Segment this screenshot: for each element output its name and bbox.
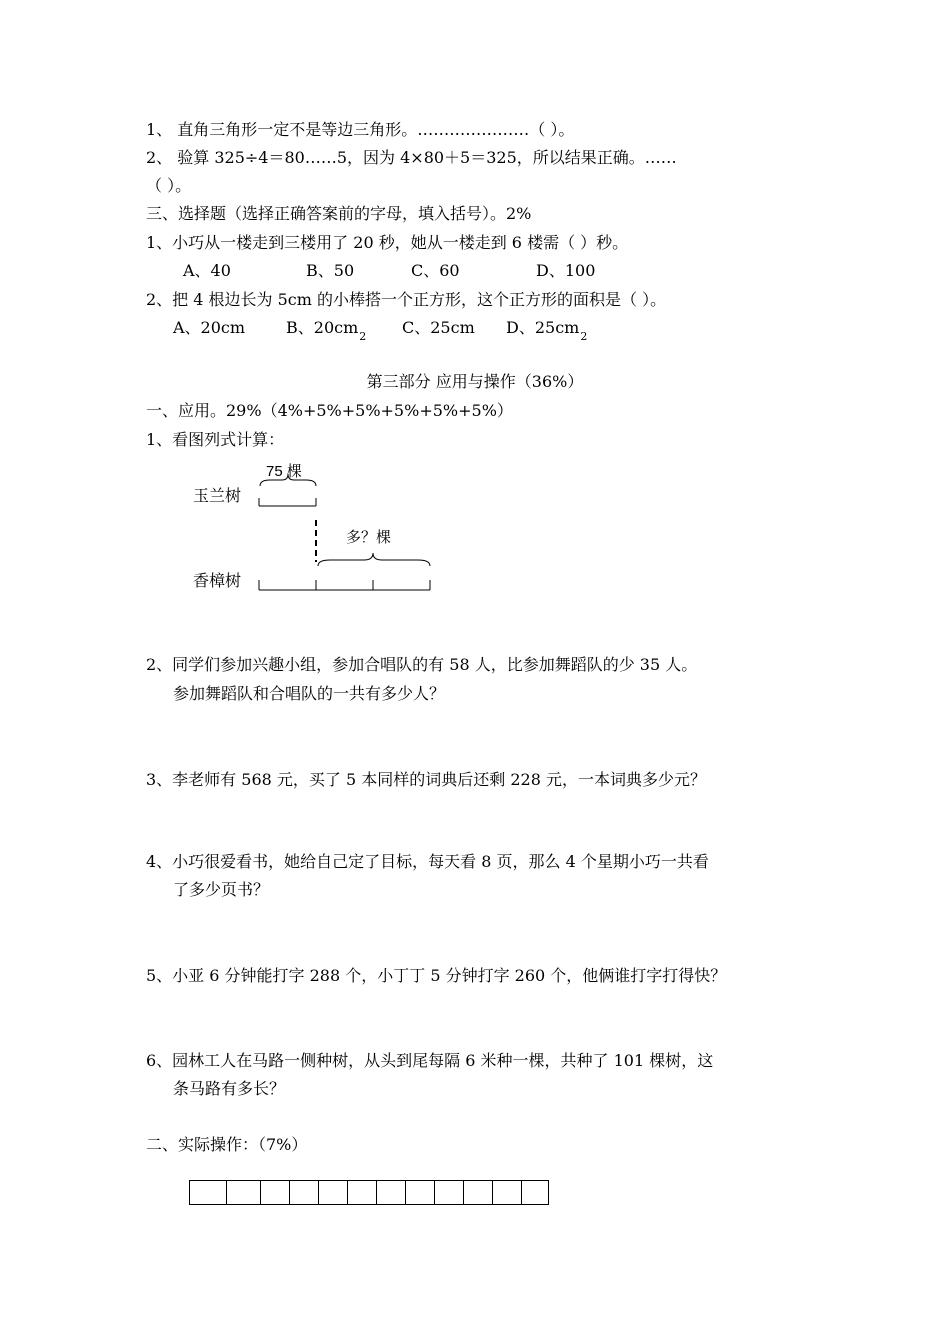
- application-question-6-cont: 条马路有多长？: [173, 1079, 286, 1098]
- diagram-row-label-camphor: 香樟树: [193, 571, 242, 590]
- choice-q2-option-c: C、25cm: [402, 318, 475, 337]
- diagram-label-more: 多？棵: [346, 528, 392, 546]
- grid-cell[interactable]: [463, 1180, 493, 1205]
- choice-question-1: 1、小巧从一楼走到三楼用了 20 秒，她从一楼走到 6 楼需（ ）秒。: [146, 233, 629, 252]
- superscript-2: 2: [359, 330, 367, 343]
- application-question-2: 2、同学们参加兴趣小组，参加合唱队的有 58 人，比参加舞蹈队的少 35 人。: [146, 655, 698, 674]
- application-question-2-cont: 参加舞蹈队和合唱队的一共有多少人？: [173, 684, 446, 703]
- brace-more: [318, 553, 430, 566]
- grid-cell[interactable]: [405, 1180, 435, 1205]
- brace-top: [260, 474, 316, 486]
- application-question-4: 4、小巧很爱看书，她给自己定了目标，每天看 8 页，那么 4 个星期小巧一共看: [146, 852, 709, 871]
- application-question-5: 5、小亚 6 分钟能打字 288 个，小丁丁 5 分钟打字 260 个，他俩谁打字打得快？: [146, 966, 727, 985]
- choice-section-header: 三、选择题（选择正确答案前的字母，填入括号）。2%: [146, 204, 532, 223]
- judge-question-2: 2、 验算 325÷4＝80……5，因为 4×80＋5＝325，所以结果正确。……: [146, 148, 677, 167]
- superscript-2: 2: [580, 330, 588, 343]
- grid-cell[interactable]: [434, 1180, 464, 1205]
- judge-question-2-cont: （ ）。: [146, 176, 192, 195]
- application-question-1: 1、看图列式计算：: [146, 430, 285, 449]
- grid-cell[interactable]: [318, 1180, 348, 1205]
- grid-cell[interactable]: [347, 1180, 377, 1205]
- judge-question-1: 1、 直角三角形一定不是等边三角形。…………………（ ）。: [146, 120, 575, 139]
- grid-cell[interactable]: [521, 1180, 549, 1205]
- choice-q1-option-b: B、50: [306, 261, 355, 280]
- diagram-label-75: 75 棵: [266, 463, 302, 480]
- diagram-row-label-magnolia: 玉兰树: [193, 486, 242, 505]
- grid-cell[interactable]: [376, 1180, 406, 1205]
- grid-cell[interactable]: [189, 1180, 227, 1205]
- choice-q2-option-a: A、20cm: [173, 318, 246, 337]
- choice-question-2: 2、把 4 根边长为 5cm 的小棒搭一个正方形，这个正方形的面积是（ ）。: [146, 290, 667, 309]
- part3-title: 第三部分 应用与操作（36%）: [366, 372, 584, 391]
- application-question-3: 3、李老师有 568 元，买了 5 本同样的词典后还剩 228 元，一本词典多少元？: [146, 770, 706, 789]
- choice-q2-option-b: B、$20cm_2$: [286, 318, 367, 343]
- operation-section-header: 二、实际操作：（7%）: [146, 1135, 308, 1154]
- grid-cell[interactable]: [492, 1180, 522, 1205]
- grid-cell[interactable]: [260, 1180, 290, 1205]
- application-question-4-cont: 了多少页书？: [173, 880, 270, 899]
- application-question-6: 6、园林工人在马路一侧种树，从头到尾每隔 6 米种一棵，共种了 101 棵树，这: [146, 1051, 714, 1070]
- grid-cell[interactable]: [289, 1180, 319, 1205]
- choice-q1-option-d: D、100: [536, 261, 596, 280]
- choice-q1-option-a: A、40: [183, 261, 231, 280]
- grid-cell[interactable]: [226, 1180, 261, 1205]
- application-section-header: 一、应用。29%（4%+5%+5%+5%+5%+5%）: [146, 401, 513, 420]
- choice-q2-option-d: D、$25cm_2$: [506, 318, 588, 343]
- choice-q1-option-c: C、60: [411, 261, 460, 280]
